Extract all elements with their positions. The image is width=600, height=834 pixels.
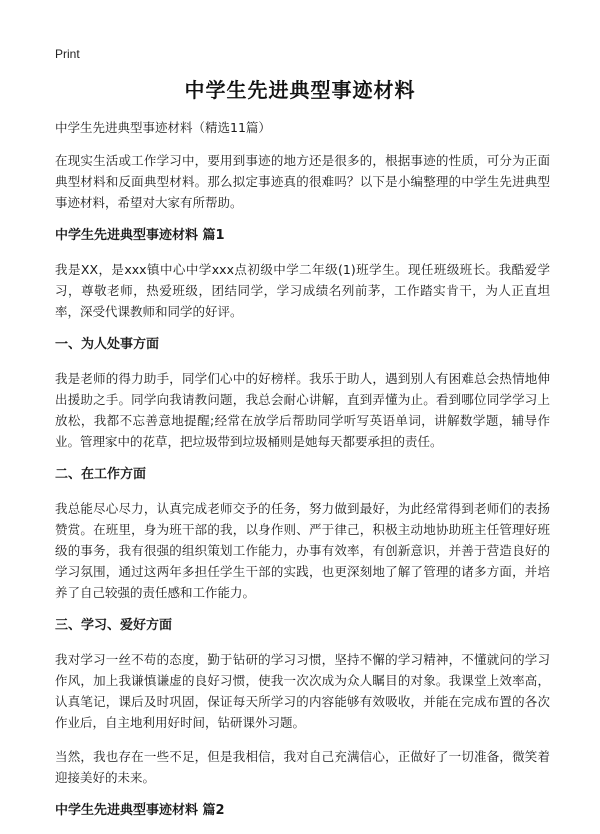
part-heading-conduct: 一、为人处事方面: [55, 337, 160, 352]
part-heading-work: 二、在工作方面: [55, 467, 147, 482]
section-heading-1: 中学生先进典型事迹材料 篇1: [55, 228, 225, 243]
section-heading-2: 中学生先进典型事迹材料 篇2: [55, 803, 225, 818]
print-link[interactable]: Print: [55, 47, 80, 61]
document-body: [55, 118, 550, 834]
page-title: 中学生先进典型事迹材料: [184, 78, 416, 102]
intro-paragraph: 在现实生活或工作学习中，要用到事迹的地方还是很多的，根据事迹的性质，可分为正面典型材料和反面典型材料。那么拟定事迹真的很难吗？以下是小编整理的中学生先进典型事迹材料，希望对大家有所帮助。: [55, 153, 550, 210]
part-work-paragraph: 我总能尽心尽力，认真完成老师交予的任务，努力做到最好，为此经常得到老师们的表扬赞赏。在班里，身为班干部的我，以身作则、严于律己，积极主动地协助班主任管理好班级的事务，我有很强的组织策划工作能力，办事有效率，有创新意识，并善于营造良好的学习氛围，通过这两年多担任学生干部的实践，也更深刻地了解了管理的诸多方面，并培养了自己较强的责任感和工作能力。: [55, 501, 550, 600]
part-heading-study: 三、学习、爱好方面: [55, 618, 173, 633]
closing-paragraph: 当然，我也存在一些不足，但是我相信，我对自己充满信心，正做好了一切准备，微笑着迎接美好的未来。: [55, 749, 550, 785]
section-1-paragraph: 我是XX，是xxx镇中心中学xxx点初级中学二年级(1)班学生。现任班级班长。我酷爱学习，尊敬老师，热爱班级，团结同学，学习成绩名列前茅，工作踏实肯干，为人正直坦率，深受代课教师和同学的好评。: [55, 262, 550, 319]
part-study-paragraph: 我对学习一丝不苟的态度，勤于钻研的学习习惯，坚持不懈的学习精神，不懂就问的学习作风，加上我谦慎谦虚的良好习惯，使我一次次成为众人瞩目的对象。我课堂上效率高，认真笔记，课后及时巩固，保证每天所学习的内容能够有效吸收，并能在完成布置的各次作业后，自主地利用好时间，钻研课外习题。: [55, 652, 550, 730]
part-conduct-paragraph: 我是老师的得力助手，同学们心中的好榜样。我乐于助人，遇到别人有困难总会热情地伸出援助之手。同学向我请教问题，我总会耐心讲解，直到弄懂为止。看到哪位同学学习上放松，我都不忘善意地提醒;经常在放学后帮助同学听写英语单词，讲解数学题，辅导作业。管理家中的花草，把垃圾带到垃圾桶则是她每天都要承担的责任。: [55, 371, 550, 449]
document-subtitle: 中学生先进典型事迹材料（精选11篇）: [55, 120, 271, 135]
